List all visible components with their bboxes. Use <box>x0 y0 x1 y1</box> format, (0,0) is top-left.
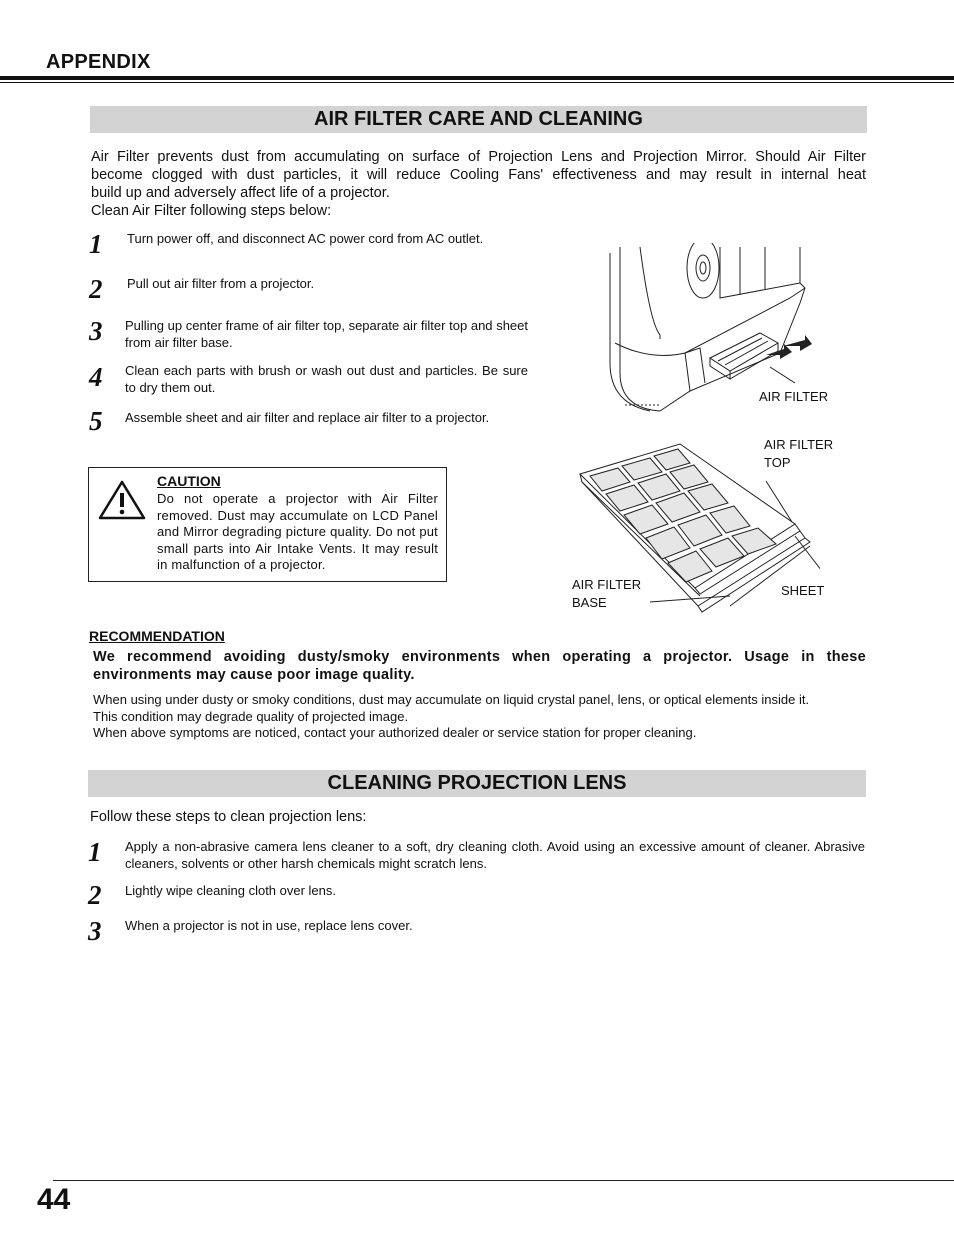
intro-line: become clogged with dust particles, it will reduce Cooling Fans' effectiveness and may result in internal heat <box>91 167 866 183</box>
step-number: 4 <box>89 362 103 392</box>
section-title-air-filter: AIR FILTER CARE AND CLEANING <box>90 106 867 133</box>
step-text: Pull out air filter from a projector. <box>127 276 315 291</box>
warning-triangle-icon <box>98 480 146 520</box>
step-number: 2 <box>89 274 103 304</box>
recommendation-line: This condition may degrade quality of projected image. <box>93 708 409 724</box>
label-air-filter: AIR FILTER <box>759 389 829 404</box>
intro-line: build up and adversely affect life of a projector. <box>91 185 390 201</box>
section-title-lens: CLEANING PROJECTION LENS <box>88 770 866 797</box>
intro-follow: Clean Air Filter following steps below: <box>91 203 332 219</box>
step-text: Pulling up center frame of air filter top, separate air filter top and sheet from air filter base. <box>125 318 528 350</box>
step-text: When a projector is not in use, replace lens cover. <box>125 918 413 933</box>
intro-paragraph <box>91 148 866 220</box>
caution-title: CAUTION <box>157 473 221 489</box>
recommendation-bold: We recommend avoiding dusty/smoky environments when operating a projector. Usage in these environments may cause poor image quality. <box>93 649 866 683</box>
label-line: AIR FILTER <box>572 577 642 592</box>
step-number: 1 <box>89 229 103 259</box>
label-line: BASE <box>572 595 607 610</box>
step-text: Turn power off, and disconnect AC power cord from AC outlet. <box>127 231 484 246</box>
recommendation-title: RECOMMENDATION <box>89 628 225 644</box>
step-number: 3 <box>88 916 102 946</box>
header-rule-thin <box>0 82 954 83</box>
appendix-header: APPENDIX <box>46 51 151 73</box>
step-number: 5 <box>89 406 103 436</box>
step-text: Clean each parts with brush or wash out dust and particles. Be sure to dry them out. <box>125 363 528 395</box>
step-text: Apply a non-abrasive camera lens cleaner to a soft, dry cleaning cloth. Avoid using an excessive amount of cleaner. Abrasive cleaners, solvents or other harsh chemicals might scratch lens. <box>125 839 865 871</box>
caution-box <box>88 467 447 582</box>
header-rule <box>0 76 954 80</box>
page-number: 44 <box>37 1183 71 1216</box>
recommendation-line: When using under dusty or smoky conditions, dust may accumulate on liquid crystal panel, lens, or optical elements inside it. <box>93 692 810 707</box>
label-line: AIR FILTER <box>764 437 834 452</box>
label-line: TOP <box>764 455 791 470</box>
recommendation-line: When above symptoms are noticed, contact your authorized dealer or service station for proper cleaning. <box>93 725 697 740</box>
lens-intro: Follow these steps to clean projection lens: <box>90 809 367 825</box>
step-text: Lightly wipe cleaning cloth over lens. <box>125 883 337 898</box>
step-number: 1 <box>88 837 102 867</box>
step-number: 3 <box>89 316 103 346</box>
label-air-filter-base <box>572 576 641 612</box>
label-sheet: SHEET <box>781 583 825 598</box>
recommendation-body <box>93 692 873 742</box>
footer-rule <box>53 1180 954 1181</box>
step-number: 2 <box>88 880 102 910</box>
caution-text: Do not operate a projector with Air Filter removed. Dust may accumulate on LCD Panel and Mirror degrading picture quality. Do not put small parts into Air Intake Vents. It may result in malfunction of a projector. <box>157 491 438 572</box>
intro-line: Air Filter prevents dust from accumulating on surface of Projection Lens and Projection Mirror. Should Air Filter <box>91 149 866 165</box>
step-text: Assemble sheet and air filter and replace air filter to a projector. <box>125 410 490 425</box>
label-air-filter-top <box>764 436 833 472</box>
